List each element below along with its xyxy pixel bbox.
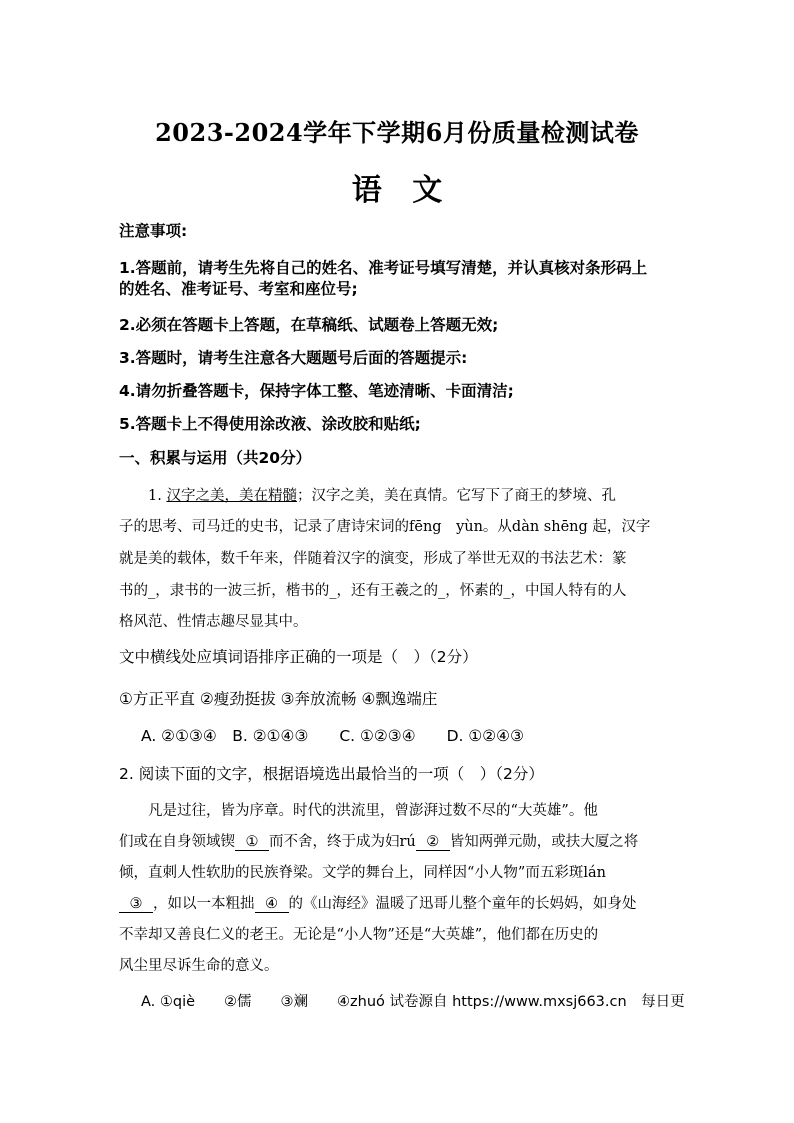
q2-line-6: 风尘里尽诉生命的意义。: [119, 958, 279, 974]
q2-options: A. ①qiè ②儒 ③斓 ④zhuó 试卷源自 https://www.mxsj663.cn 每日更: [141, 994, 685, 1010]
q2-line-5: 不幸却又善良仁义的老王。无论是“小人物”还是“大英雄”，他们都在历史的: [119, 927, 599, 943]
q2-line-2: [119, 830, 679, 851]
q1-line-2: 子的思考、司马迁的史书，记录了唐诗宋词的fēng yùn。从dàn shēng 起，汉字: [119, 519, 651, 535]
q2-line-4: [119, 892, 679, 913]
q1-line-1-rest: ；汉字之美，美在真情。它写下了商王的梦境、孔: [296, 488, 616, 504]
q1-number: 1.: [148, 488, 167, 504]
q2-line-4-b: 的《山海经》温暖了迅哥儿整个童年的长妈妈，如身处: [288, 896, 637, 912]
q2-blank-1: ①: [235, 834, 269, 851]
q1-line-1: [148, 484, 678, 505]
q2-line-2-a: 们或在自身领域锲: [119, 834, 235, 850]
q1-choices: A. ②①③④ B. ②①④③ C. ①②③④ D. ①②④③: [141, 727, 524, 745]
q1-line-3: 就是美的载体，数千年来，伴随着汉字的演变，形成了举世无双的书法艺术：篆: [119, 551, 627, 567]
note-item-3: 3.答题时，请考生注意各大题题号后面的答题提示:: [119, 349, 468, 367]
q1-underlined-phrase: 汉字之美，美在精髓: [166, 488, 297, 504]
note-item-2: 2.必须在答题卡上答题，在草稿纸、试题卷上答题无效;: [119, 316, 499, 334]
q2-line-2-b: 而不舍，终于成为妇rú: [269, 834, 416, 850]
q2-blank-2: ②: [416, 834, 450, 851]
exam-title: 2023-2024学年下学期6月份质量检测试卷: [155, 118, 639, 147]
section1-heading: 一、积累与运用（共20分）: [119, 449, 312, 467]
note-item-5: 5.答题卡上不得使用涂改液、涂改胶和贴纸;: [119, 415, 421, 433]
q2-blank-3: ③: [119, 896, 153, 913]
note-item-1: 1.答题前，请考生先将自己的姓名、准考证号填写清楚，并认真核对条形码上: [119, 259, 648, 277]
q2-blank-4: ④: [255, 896, 289, 913]
q2-heading: 2. 阅读下面的文字，根据语境选出最恰当的一项（ ）（2分）: [119, 765, 544, 783]
q2-line-3: 倾，直刺人性软肋的民族脊梁。文学的舞台上，同样因“小人物”而五彩斑lán: [119, 865, 606, 881]
q1-options-list: ①方正平直 ②瘦劲挺拔 ③奔放流畅 ④飘逸端庄: [119, 690, 438, 708]
q1-line-4: 书的_，隶书的一波三折，楷书的_，还有王羲之的_，怀素的_，中国人特有的人: [119, 583, 627, 599]
q2-line-2-c: 皆知两弹元勋，或扶大厦之将: [449, 834, 639, 850]
q1-question: 文中横线处应填词语排序正确的一项是（ ）（2分）: [119, 648, 478, 666]
notes-heading: 注意事项:: [119, 222, 188, 240]
q2-line-1: 凡是过往，皆为序章。时代的洪流里，曾澎湃过数不尽的“大英雄”。他: [148, 803, 598, 819]
note-item-4: 4.请勿折叠答题卡，保持字体工整、笔迹清晰、卡面清洁;: [119, 382, 514, 400]
q1-line-5: 格风范、性情志趣尽显其中。: [119, 614, 308, 630]
subject-title: 语 文: [351, 173, 443, 208]
q2-line-4-a: ，如以一本粗拙: [153, 896, 255, 912]
note-item-1-cont: 的姓名、准考证号、考室和座位号;: [119, 280, 358, 298]
